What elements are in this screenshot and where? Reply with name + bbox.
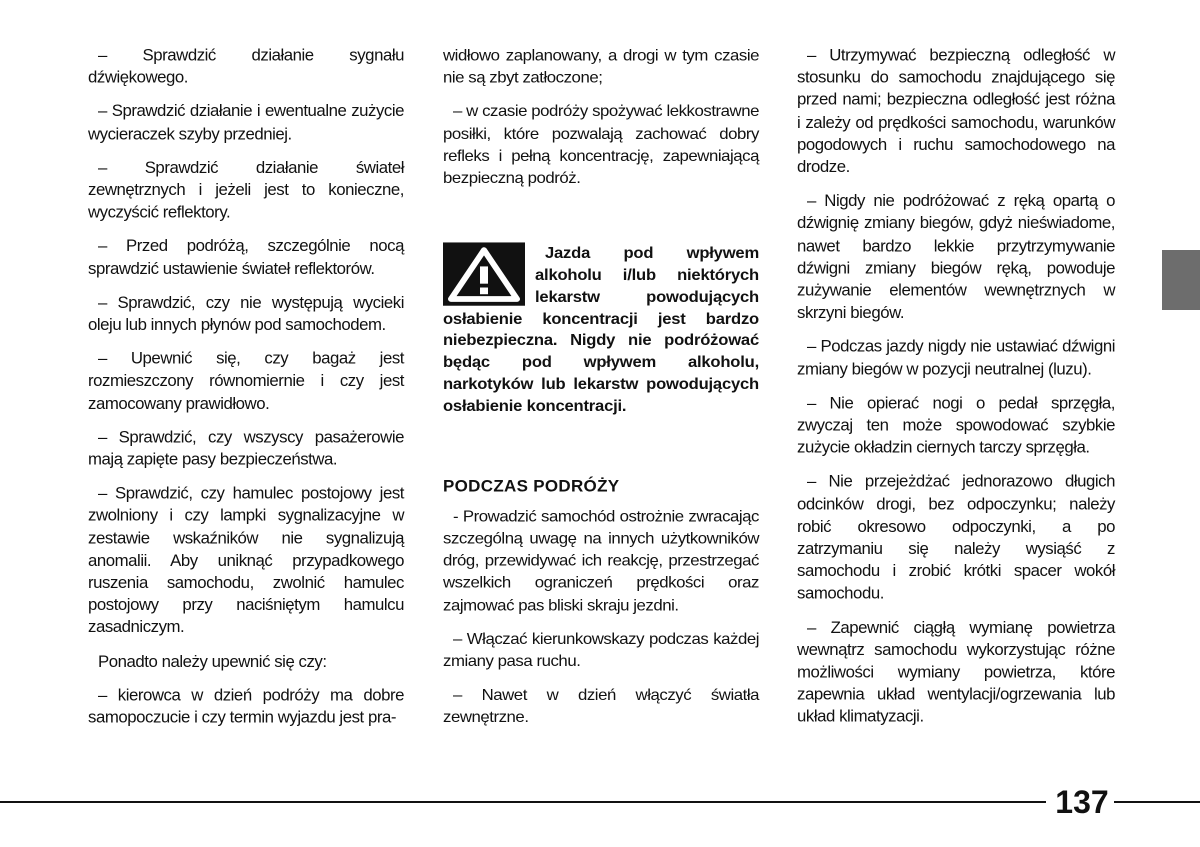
paragraph: – Sprawdzić działanie i ewentualne zużycie wycieraczek szyby przedniej. xyxy=(88,102,404,143)
paragraph: – Nawet w dzień włączyć światła zewnętrzne. xyxy=(443,685,759,727)
paragraph: – Sprawdzić, czy hamulec postojowy jest zwolniony i czy lampki sygnalizacyjne w zestawie wskaźników nie sygnalizują anomalii. Aby uniknąć przypadkowego ruszenia samochodu, zwolnić hamulec postojowy przy naciśniętym hamulcu zasadniczym. xyxy=(88,484,404,637)
paragraph: – Sprawdzić, czy wszyscy pasażerowie mają zapięte pasy bezpieczeństwa. xyxy=(88,427,404,469)
warning-triangle-icon xyxy=(443,243,525,306)
paragraph: – Włączać kierunkowskazy podczas każdej zmiany pasa ruchu. xyxy=(443,629,759,671)
paragraph: – Nigdy nie podróżować z ręką opartą o dźwignię zmiany biegów, gdyż nieświadome, nawet bardzo lekkie przytrzymywanie dźwigni zmiany biegów ręką, powoduje zużywanie elementów wewnętrznych w skrzyni biegów. xyxy=(797,191,1115,322)
warning-box xyxy=(443,243,759,418)
column-1 xyxy=(88,44,404,740)
paragraph: – Utrzymywać bezpieczną odległość w stosunku do samochodu znajdującego się przed nami; bezpieczna odległość jest różna i zależy od prędkości samochodu, warunków pogodowych i ruchu samochodowego na drodze. xyxy=(797,45,1115,177)
paragraph: – Nie opierać nogi o pedał sprzęgła, zwyczaj ten może spowodować szybkie zużycie okładzin ciernych tarczy sprzęgła. xyxy=(797,393,1115,457)
footer-rule-right xyxy=(1114,801,1200,803)
warning-text: Jazda pod wpływem alkoholu i/lub niektórych lekarstw powodujących osłabienie koncentracji jest bardzo niebezpieczna. Nigdy nie podróżować będąc pod wpływem alkoholu, narkotyków lub lekarstw powodujących osłabienie koncentracji. xyxy=(443,243,759,415)
footer-rule-left xyxy=(0,801,1046,803)
section-tab-marker xyxy=(1162,250,1200,310)
column-3 xyxy=(797,44,1115,740)
paragraph: – Sprawdzić, czy nie występują wycieki oleju lub innych płynów pod samochodem. xyxy=(88,293,404,334)
paragraph: Ponadto należy upewnić się czy: xyxy=(98,652,327,671)
section-heading: PODCZAS PODRÓŻY xyxy=(443,476,620,496)
page-number: 137 xyxy=(1055,784,1109,820)
paragraph: widłowo zaplanowany, a drogi w tym czasie nie są zbyt zatłoczone; xyxy=(443,45,759,87)
paragraph: – Nie przejeżdżać jednorazowo długich odcinków drogi, bez odpoczynku; należy robić okresowo odpoczynki, a po zatrzymaniu się należy wysiąść z samochodu i zrobić krótki spacer wokół samochodu. xyxy=(797,472,1115,603)
paragraph: – Upewnić się, czy bagaż jest rozmieszczony równomiernie i czy jest zamocowany prawidłowo. xyxy=(88,349,404,413)
paragraph: – Sprawdzić działanie świateł zewnętrznych i jeżeli jest to konieczne, wyczyścić reflektory. xyxy=(88,158,404,222)
paragraph: – Podczas jazdy nigdy nie ustawiać dźwigni zmiany biegów w pozycji neutralnej (luzu). xyxy=(797,337,1115,379)
column-2 xyxy=(443,44,759,740)
paragraph: – Przed podróżą, szczególnie nocą sprawdzić ustawienie świateł reflektorów. xyxy=(88,236,404,278)
paragraph: – Sprawdzić działanie sygnału dźwiękowego. xyxy=(88,45,404,87)
paragraph: – Zapewnić ciągłą wymianę powietrza wewnątrz samochodu wykorzystując różne możliwości wymiany powietrza, które zapewnia układ wentylacji/ogrzewania lub układ klimatyzacji. xyxy=(797,618,1115,727)
paragraph: – kierowca w dzień podróży ma dobre samopoczucie i czy termin wyjazdu jest pra- xyxy=(88,686,404,727)
paragraph: - Prowadzić samochód ostrożnie zwracając szczególną uwagę na innych użytkowników dróg, przewidywać ich reakcję, przestrzegać wszelkich ograniczeń prędkości oraz zajmować pas bliski skraju jezdni. xyxy=(443,506,759,615)
paragraph: – w czasie podróży spożywać lekkostrawne posiłki, które pozwalają zachować dobry refleks i pełną koncentrację, zapewniającą bezpieczną podróż. xyxy=(443,101,759,187)
